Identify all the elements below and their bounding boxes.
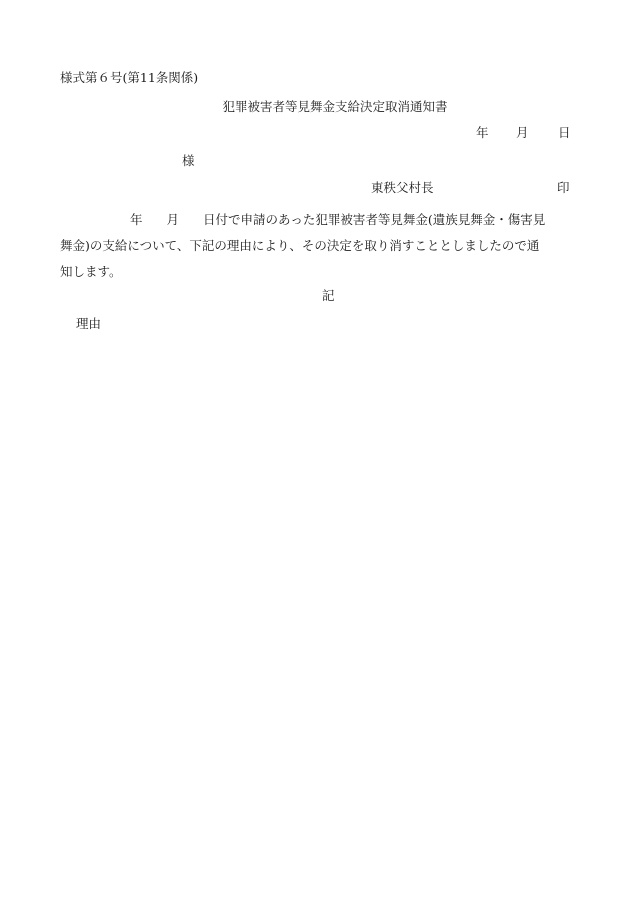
addressee-suffix: 様 [182, 153, 195, 168]
body-line-2: 舞金)の支給について、下記の理由により、その決定を取り消すこととしましたので通 [60, 238, 540, 253]
body-month-label: 月 [166, 212, 180, 227]
form-number: 様式第６号(第11条関係) [60, 70, 199, 85]
seal-mark: 印 [557, 180, 570, 195]
notice-body [60, 207, 572, 285]
document-title: 犯罪被害者等見舞金支給決定取消通知書 [222, 99, 448, 114]
body-year-label: 年 [130, 212, 143, 227]
body-line-1-text: 日付で申請のあった犯罪被害者等見舞金(遺族見舞金・傷害見 [203, 212, 546, 227]
date-day-label: 日 [558, 125, 571, 140]
reason-label: 理由 [76, 316, 102, 331]
body-line-1 [60, 207, 572, 233]
date-year-label: 年 [476, 125, 489, 140]
ki-heading: 記 [322, 288, 335, 303]
body-line-3: 知します。 [60, 264, 122, 279]
sender-name: 東秩父村長 [371, 180, 434, 195]
date-month-label: 月 [516, 125, 529, 140]
